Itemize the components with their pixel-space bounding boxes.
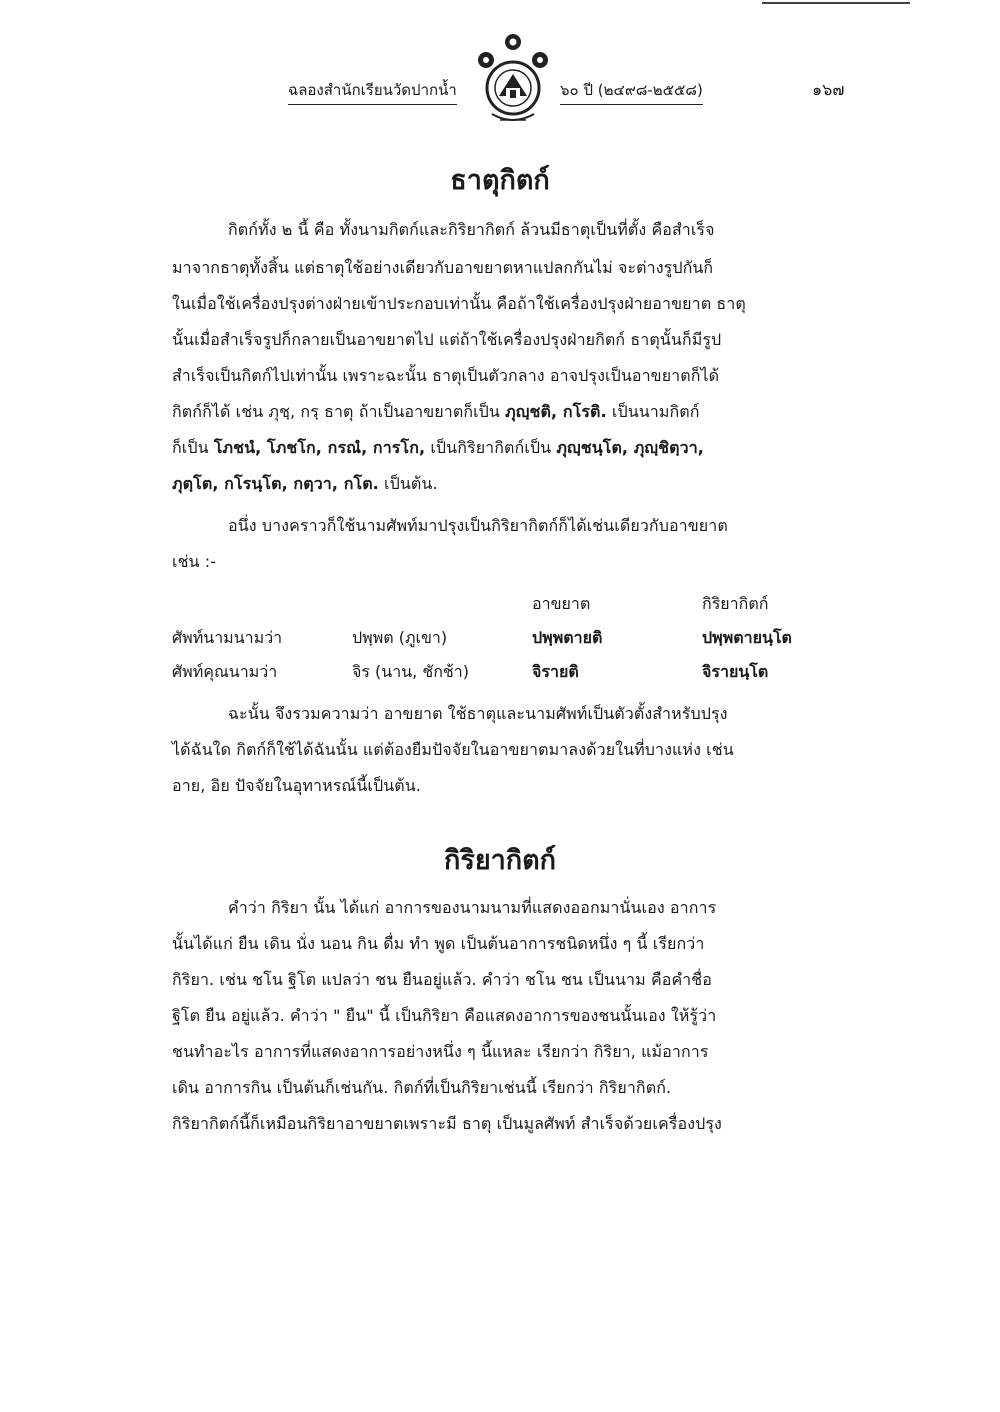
paragraph-line: กิริยากิตก์นี้ก็เหมือนกิริยาอาขยาตเพราะมี ธาตุ เป็นมูลศัพท์ สำเร็จด้วยเครื่องปรุง <box>172 1114 722 1133</box>
section-title-kiriya-kitaka: กิริยากิตก์ <box>443 845 557 876</box>
paragraph-line: มาจากธาตุทั้งสิ้น แต่ธาตุใช้อย่างเดียวกับอาขยาตหาแปลกกันไม่ จะต่างรูปกันก็ <box>172 258 714 277</box>
paragraph-line <box>172 400 700 425</box>
bold-term: ภุญฺชนฺโต, ภุญฺชิตฺวา, <box>556 438 704 457</box>
paragraph-line: กิตก์ทั้ง ๒ นี้ คือ ทั้งนามกิตก์และกิริยากิตก์ ล้วนมีธาตุเป็นที่ตั้ง คือสำเร็จ <box>228 220 715 239</box>
text-run: เป็นนามกิตก์ <box>606 402 700 421</box>
paragraph-line <box>172 472 438 497</box>
paragraph-line: คำว่า กิริยา นั้น ได้แก่ อาการของนามนามที่แสดงออกมานั่นเอง อาการ <box>228 898 717 917</box>
table-row-label: ศัพท์นามนามว่า <box>172 628 283 647</box>
section-title-dhatu-kitaka: ธาตุกิตก์ <box>450 165 550 196</box>
page-header <box>0 30 1000 130</box>
header-right-text: ๖๐ ปี (๒๔๙๘-๒๕๕๘) <box>560 78 703 105</box>
bold-term: โภชนํ, โภชโก, กรณํ, การโก, <box>213 438 426 457</box>
top-edge-line <box>762 2 910 4</box>
paragraph-line: สำเร็จเป็นกิตก์ไปเท่านั้น เพราะฉะนั้น ธาตุเป็นตัวกลาง อาจปรุงเป็นอาขยาตก็ได้ <box>172 366 720 385</box>
page-number: ๑๖๗ <box>812 80 845 99</box>
paragraph-line <box>172 436 704 461</box>
header-left-text: ฉลองสำนักเรียนวัดปากน้ำ <box>288 78 457 105</box>
paragraph-line: ชนทำอะไร อาการที่แสดงอาการอย่างหนึ่ง ๆ นี้แหละ เรียกว่า กิริยา, แม้อาการ <box>172 1042 709 1061</box>
paragraph-line: ได้ฉันใด กิตก์ก็ใช้ได้ฉันนั้น แต่ต้องยืมปัจจัยในอาขยาตมาลงด้วยในที่บางแห่ง เช่น <box>172 740 734 759</box>
paragraph-line: อาย, อิย ปัจจัยในอุทาหรณ์นี้เป็นต้น. <box>172 776 421 795</box>
paragraph-line: กิริยา. เช่น ชโน ฐิโต แปลว่า ชน ยืนอยู่แล้ว. คำว่า ชโน ชน เป็นนาม คือคำชื่อ <box>172 970 712 989</box>
paragraph-line: นั้นเมื่อสำเร็จรูปก็กลายเป็นอาขยาตไป แต่ถ้าใช้เครื่องปรุงฝ่ายกิตก์ ธาตุนั้นก็มีรูป <box>172 330 722 349</box>
paragraph-line: เดิน อาการกิน เป็นต้นก็เช่นกัน. กิตก์ที่เป็นกิริยาเช่นนี้ เรียกว่า กิริยากิตก์. <box>172 1078 672 1097</box>
table-row-akhyat: จิรายติ <box>532 662 579 681</box>
text-run: เป็นกิริยากิตก์เป็น <box>425 438 557 457</box>
paragraph-line: ฉะนั้น จึงรวมความว่า อาขยาต ใช้ธาตุและนามศัพท์เป็นตัวตั้งสำหรับปรุง <box>228 704 728 723</box>
table-row-kiriya: ปพฺพตายนฺโต <box>702 628 792 647</box>
table-row-label: ศัพท์คุณนามว่า <box>172 662 278 681</box>
paragraph-line: อนึ่ง บางคราวก็ใช้นามศัพท์มาปรุงเป็นกิริยากิตก์ก็ได้เช่นเดียวกับอาขยาต <box>228 516 728 535</box>
text-run: เป็นต้น. <box>378 474 438 493</box>
table-col-header-akhyat: อาขยาต <box>532 594 591 613</box>
table-col-header-kiriya: กิริยากิตก์ <box>702 594 769 613</box>
text-run: ก็เป็น <box>172 438 214 457</box>
paragraph-line: เช่น :- <box>172 552 217 571</box>
temple-seal-icon <box>470 30 556 126</box>
table-row-word: จิร (นาน, ชักช้า) <box>352 662 469 681</box>
paragraph-line: นั้นได้แก่ ยืน เดิน นั่ง นอน กิน ดื่ม ทำ พูด เป็นต้นอาการชนิดหนึ่ง ๆ นี้ เรียกว่า <box>172 934 705 953</box>
table-row-kiriya: จิรายนฺโต <box>702 662 769 681</box>
bold-term: ภุญฺชติ, กโรติ. <box>505 402 607 421</box>
bold-term: ภุตฺโต, กโรนฺโต, กตฺวา, กโต. <box>172 474 379 493</box>
text-run: กิตก์ก็ได้ เช่น ภุชฺ, กรฺ ธาตุ ถ้าเป็นอาขยาตก็เป็น <box>172 402 506 421</box>
paragraph-line: ในเมื่อใช้เครื่องปรุงต่างฝ่ายเข้าประกอบเท่านั้น คือถ้าใช้เครื่องปรุงฝ่ายอาขยาต ธาตุ <box>172 294 746 313</box>
table-row-akhyat: ปพฺพตายติ <box>532 628 603 647</box>
paragraph-line: ฐิโต ยืน อยู่แล้ว. คำว่า " ยืน" นี้ เป็นกิริยา คือแสดงอาการของชนนั้นเอง ให้รู้ว่า <box>172 1006 717 1025</box>
table-row-word: ปพฺพต (ภูเขา) <box>352 628 448 647</box>
